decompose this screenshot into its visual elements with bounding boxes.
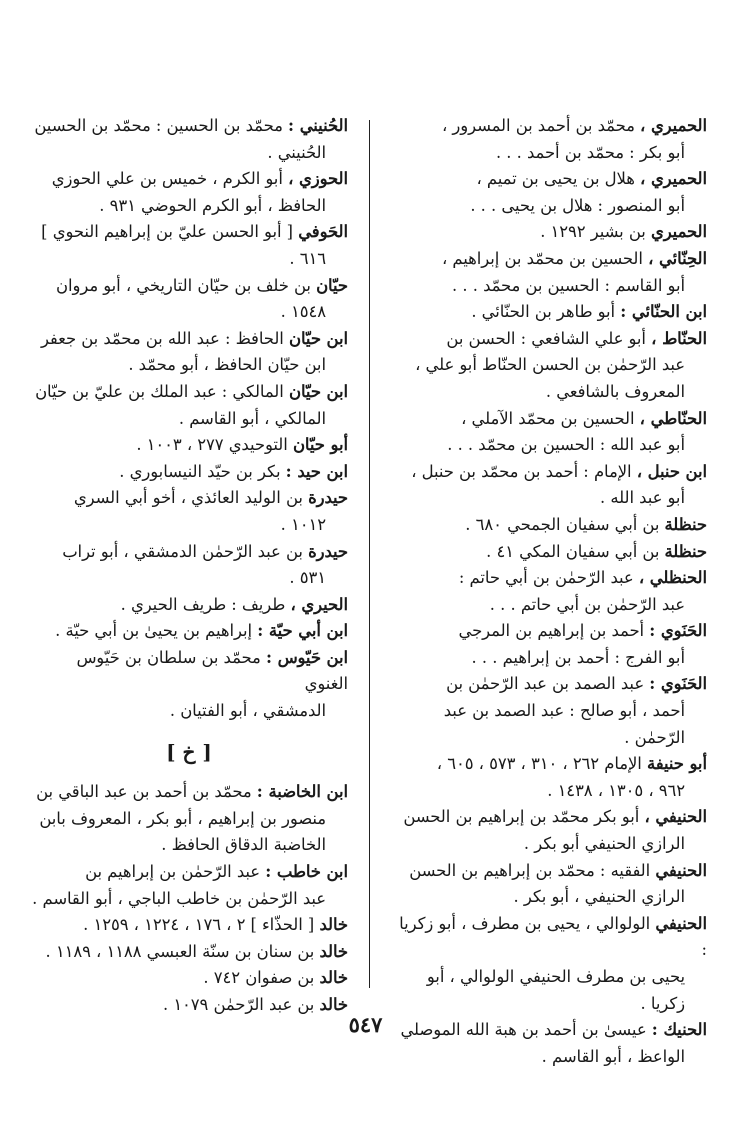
entry-continuation: الرازي الحنيفي ، أبو بكر . — [513, 887, 685, 907]
entry-text: محمّد بن سلطان بن حَيّوس الغنوي — [76, 647, 348, 694]
index-entry — [30, 273, 348, 326]
index-entry — [30, 485, 348, 538]
entry-text: محمّد بن أحمد بن عبد الباقي بن — [36, 782, 252, 802]
entry-text: عبد الرّحمٰن بن أبي حاتم : — [458, 568, 634, 588]
entry-text: الحسين بن محمّد بن إبراهيم ، — [442, 248, 643, 268]
entry-heading: ابن حيد : — [285, 461, 348, 481]
entry-text: بن عبد الرّحمٰن ١٠٧٩ . — [162, 995, 315, 1014]
entry-text: الإمام ٢٦٢ ، ٣١٠ ، ٥٧٣ ، ٦٠٥ ، — [436, 754, 642, 774]
entry-heading: خالد — [319, 941, 348, 961]
letter-section-heading: [ خ ] — [166, 739, 212, 764]
entry-heading: ابن أبي حيّة : — [257, 621, 348, 641]
entry-continuation: ٩٦٢ ، ١٣٠٥ ، ١٤٣٨ . — [547, 780, 685, 800]
entry-heading: خالد — [319, 915, 348, 935]
index-entry — [389, 113, 707, 166]
entry-text: بن أبي سفيان الجمحي ٦٨٠ . — [465, 514, 660, 534]
entry-continuation: أبو المنصور : هلال بن يحيى . . . — [470, 195, 685, 215]
index-entry — [30, 379, 348, 432]
entry-text: بن أبي سفيان المكي ٤١ . — [486, 541, 660, 561]
index-entry — [30, 645, 348, 725]
entry-continuation: منصور بن إبراهيم ، أبو بكر ، المعروف بابن الخاضبة الدقاق الحافظ . — [39, 808, 326, 855]
entry-text: أبو علي الشافعي : الحسن بن — [446, 328, 646, 348]
index-column-left — [30, 113, 348, 1019]
entry-continuation: أبو عبد الله : الحسين بن محمّد . . . — [447, 435, 685, 455]
index-entry — [30, 912, 348, 939]
entry-heading: الحَنَوي : — [649, 674, 707, 694]
index-entry — [30, 432, 348, 459]
index-entry — [30, 859, 348, 912]
entry-text: أحمد بن إبراهيم بن المرجي — [458, 621, 645, 641]
entry-heading: ابن خاطب : — [265, 862, 348, 882]
entry-heading: الحَنَوي : — [649, 621, 707, 641]
index-entry — [389, 751, 707, 804]
entry-heading: الحنيفي — [655, 913, 707, 933]
index-entry — [389, 326, 707, 406]
entry-heading: الحَوفي — [298, 222, 348, 242]
entry-text: محمّد بن أحمد بن المسرور ، — [441, 116, 635, 135]
entry-text: عيسىٰ بن أحمد بن هبة الله الموصلي — [400, 1020, 647, 1040]
entry-heading: ابن حَيّوس : — [265, 647, 348, 667]
column-divider — [369, 120, 370, 988]
index-column-left-entries-after — [30, 779, 348, 1018]
entry-continuation: أبو الفرج : أحمد بن إبراهيم . . . — [471, 647, 685, 667]
entry-text: الحافظ : عبد الله بن محمّد بن جعفر — [40, 328, 284, 348]
entry-heading: حيدرة — [308, 488, 348, 508]
index-entry — [30, 166, 348, 219]
index-entry — [389, 671, 707, 751]
entry-text: هلال بن يحيى بن تميم ، — [476, 169, 635, 189]
entry-text: التوحيدي ٢٧٧ ، ١٠٠٣ . — [136, 435, 288, 455]
entry-text: أبو الكرم ، خميس بن علي الحوزي — [51, 169, 283, 189]
entry-text: بن بشير ١٢٩٢ . — [540, 222, 646, 242]
entry-continuation: يحيى بن مطرف الحنيفي الولوالي ، أبو زكريا . — [426, 967, 685, 1013]
entry-heading: الحميري ، — [640, 116, 707, 135]
entry-continuation: ١٠١٢ . — [280, 514, 326, 534]
index-entry — [389, 618, 707, 671]
entry-heading: ابن حنبل ، — [636, 461, 707, 481]
entry-heading: الحيري ، — [290, 594, 348, 614]
entry-heading: خالد — [319, 995, 348, 1014]
entry-heading: حنظلة — [664, 514, 707, 534]
index-entry — [30, 539, 348, 592]
index-entry — [30, 779, 348, 859]
entry-text: [ الحذّاء ] ٢ ، ١٧٦ ، ١٢٢٤ ، ١٢٥٩ . — [83, 915, 315, 935]
entry-continuation: المالكي ، أبو القاسم . — [178, 408, 326, 428]
entry-text: الإمام : أحمد بن محمّد بن حنبل ، — [411, 461, 632, 481]
entry-text: بن خلف بن حيّان التاريخي ، أبو مروان — [56, 275, 311, 295]
entry-continuation: عبد الرّحمٰن بن أبي حاتم . . . — [489, 594, 685, 614]
entry-continuation: أبو بكر : محمّد بن أحمد . . . — [495, 142, 685, 162]
entry-continuation: الرازي الحنيفي أبو بكر . — [523, 834, 685, 854]
entry-heading: حيّان — [316, 275, 348, 295]
entry-text: بن سنان بن سنّة العبسي ١١٨٨ ، ١١٨٩ . — [45, 941, 315, 961]
entry-continuation: ٦١٦ . — [289, 248, 326, 268]
entry-continuation: الدمشقي ، أبو الفتيان . — [169, 701, 326, 721]
index-entry — [389, 512, 707, 539]
index-entry — [389, 406, 707, 459]
entry-heading: ابن حيّان — [288, 328, 348, 348]
entry-heading: خالد — [319, 968, 348, 988]
index-entry — [30, 326, 348, 379]
entry-heading: الحنيفي ، — [644, 807, 707, 827]
index-entry — [389, 804, 707, 857]
index-entry — [30, 965, 348, 992]
entry-continuation: الواعظ ، أبو القاسم . — [541, 1046, 685, 1066]
index-column-right — [389, 113, 707, 1070]
index-entry — [30, 939, 348, 966]
entry-heading: ابن حيّان — [288, 381, 348, 401]
entry-heading: أبو حيّان — [292, 435, 348, 455]
entry-text: بن صفوان ٧٤٢ . — [203, 968, 315, 988]
entry-heading: ابن الخاضبة : — [256, 782, 348, 802]
entry-text: عبد الصمد بن عبد الرّحمٰن بن — [446, 674, 645, 694]
entry-heading: أبو حنيفة — [647, 754, 707, 774]
entry-text: المالكي : عبد الملك بن عليّ بن حيّان — [35, 381, 284, 401]
index-column-left-entries — [30, 113, 348, 725]
entry-heading: الحُنيني : — [288, 116, 348, 135]
entry-heading: حيدرة — [308, 541, 348, 561]
index-entry — [389, 858, 707, 911]
entry-text: أبو طاهر بن الحنّائي . — [471, 302, 616, 322]
entry-continuation: ابن حيّان الحافظ ، أبو محمّد . — [128, 355, 326, 375]
page-number: ٥٤٧ — [348, 1012, 383, 1037]
entry-text: طريف : طريف الحيري . — [120, 594, 286, 614]
entry-heading: ابن الحنّائي : — [620, 302, 707, 322]
entry-text: بن الوليد العائذي ، أخو أبي السري — [73, 488, 303, 508]
index-entry — [389, 911, 707, 1017]
entry-continuation: أحمد ، أبو صالح : عبد الصمد بن عبد الرّحمٰن . — [443, 701, 685, 747]
index-entry — [389, 166, 707, 219]
index-entry — [389, 459, 707, 512]
entry-heading: الحنّاط ، — [651, 328, 707, 348]
entry-continuation: ١٥٤٨ . — [280, 302, 326, 322]
entry-heading: الحوزي ، — [288, 169, 348, 189]
entry-heading: حنظلة — [664, 541, 707, 561]
entry-heading: الحنيفي — [655, 860, 707, 880]
index-entry — [389, 565, 707, 618]
entry-text: الفقيه : محمّد بن إبراهيم بن الحسن — [409, 860, 651, 880]
entry-heading: الحنيك : — [651, 1020, 707, 1040]
entry-continuation: أبو القاسم : الحسين بن محمّد . . . — [452, 275, 685, 295]
entry-continuation: الحافظ ، أبو الكرم الحوضي ٩٣١ . — [99, 195, 326, 215]
index-entry — [389, 219, 707, 246]
entry-text: بن عبد الرّحمٰن الدمشقي ، أبو تراب — [62, 541, 303, 561]
entry-text: عبد الرّحمٰن بن إبراهيم بن — [85, 862, 261, 882]
entry-text: الولوالي ، يحيى بن مطرف ، أبو زكريا : — [399, 913, 707, 960]
index-entry — [30, 459, 348, 486]
index-entry — [389, 299, 707, 326]
entry-continuation: عبد الرّحمٰن بن خاطب الباجي ، أبو القاسم . — [32, 888, 326, 908]
entry-text: بكر بن حيّد النيسابوري . — [119, 461, 281, 481]
index-entry — [389, 539, 707, 566]
entry-heading: الحميري — [650, 222, 707, 242]
index-entry — [30, 592, 348, 619]
index-entry — [30, 618, 348, 645]
entry-continuation: عبد الرّحمٰن بن الحسن الحنّاط أبو علي ، المعروف بالشافعي . — [415, 355, 685, 401]
entry-heading: الحنظلي ، — [638, 568, 707, 588]
entry-continuation: أبو عبد الله . — [600, 488, 685, 508]
entry-text: أبو بكر محمّد بن إبراهيم بن الحسن — [403, 807, 640, 827]
entry-text: الحسين بن محمّد الآملي ، — [461, 408, 635, 428]
entry-heading: الحميري ، — [640, 169, 707, 189]
entry-text: [ أبو الحسن عليّ بن إبراهيم النحوي ] — [41, 222, 294, 242]
entry-text: محمّد بن الحسين : محمّد بن الحسين — [34, 116, 283, 135]
entry-continuation: ٥٣١ . — [289, 568, 326, 588]
index-entry — [30, 219, 348, 272]
entry-continuation: الحُنيني . — [267, 142, 326, 162]
entry-heading: الحِنّائي ، — [648, 248, 707, 268]
entry-heading: الحنّاطي ، — [639, 408, 707, 428]
index-entry — [389, 246, 707, 299]
index-entry — [30, 113, 348, 166]
entry-text: إبراهيم بن يحيىٰ بن أبي حيّة . — [55, 621, 253, 641]
